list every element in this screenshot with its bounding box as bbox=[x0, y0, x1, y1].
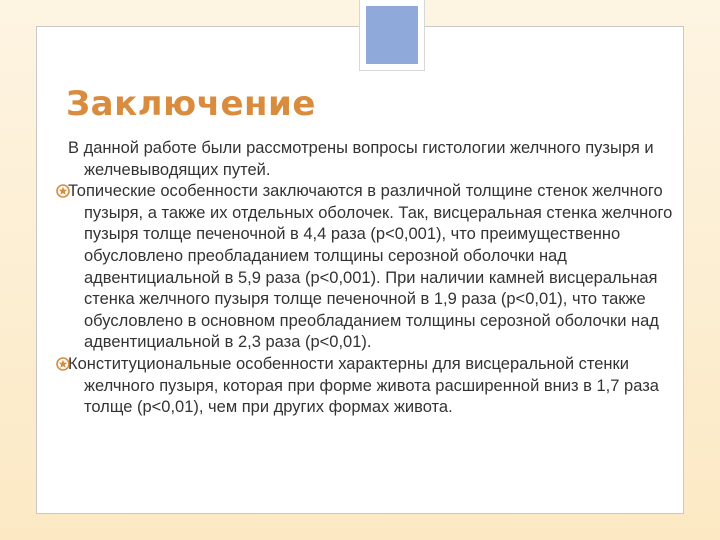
slide-title: Заключение bbox=[66, 84, 316, 124]
star-bullet-icon bbox=[56, 184, 70, 198]
bullet-item bbox=[60, 181, 676, 354]
slide-body bbox=[60, 138, 676, 419]
bullet-text-constitutional: Конституциональные особенности характерны для висцеральной стенки желчного пузыря, которая при форме живота расширенной вниз в 1,7 раза толще (р<0,01), чем при других формах живота. bbox=[68, 354, 659, 417]
intro-paragraph: В данной работе были рассмотрены вопросы гистологии желчного пузыря и желчевыводящих путей. bbox=[68, 139, 654, 179]
accent-square bbox=[360, 0, 424, 70]
bullet-text-topical: Топические особенности заключаются в различной толщине стенок желчного пузыря, а также их отдельных оболочек. Так, висцеральная стенка желчного пузыря толще печеночной в 4,4 раза (р<0,001), что преимущественно обусловлено преобладанием толщины серозной оболочки над адвентициальной в 5,9 раза (р<0,001). При наличии камней висцеральная стенка желчного пузыря толще печеночной в 1,9 раза (р<0,01), что также обусловлено в основном преобладанием толщины серозной оболочки над адвентициальной в 2,3 раза (р<0,01). bbox=[68, 182, 673, 352]
bullet-item bbox=[60, 354, 676, 419]
star-bullet-icon bbox=[56, 357, 70, 371]
